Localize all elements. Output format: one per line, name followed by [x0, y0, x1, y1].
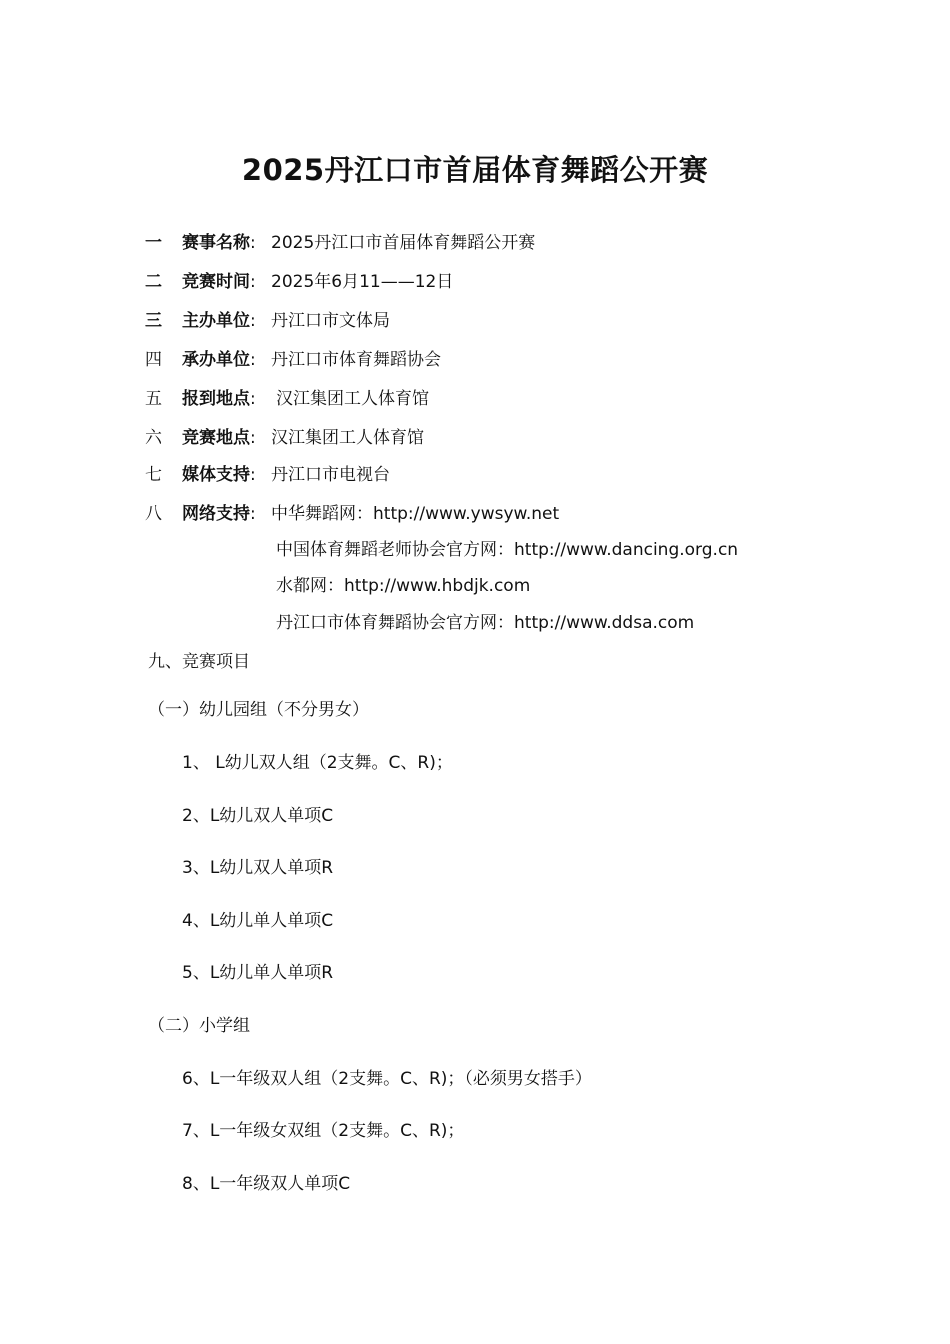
- info-value: 2025丹江口市首届体育舞蹈公开赛: [271, 233, 536, 253]
- info-label: 网络支持:: [182, 504, 256, 524]
- info-value: 2025年6月11——12日: [271, 272, 454, 292]
- event-item: 8、L一年级双人单项C: [182, 1174, 351, 1194]
- info-number: 七: [145, 465, 162, 485]
- info-label: 报到地点:: [182, 389, 256, 409]
- document-title: 2025丹江口市首届体育舞蹈公开赛: [241, 153, 709, 187]
- info-number: 八: [145, 504, 162, 524]
- event-item: 5、L幼儿单人单项R: [182, 963, 334, 983]
- network-site-line: 丹江口市体育舞蹈协会官方网：http://www.ddsa.com: [276, 613, 695, 633]
- info-number: 一: [145, 233, 162, 253]
- info-value: 中华舞蹈网：http://www.ywsyw.net: [271, 504, 560, 524]
- info-value: 汉江集团工人体育馆: [276, 389, 429, 409]
- event-item: 3、L幼儿双人单项R: [182, 858, 334, 878]
- event-item: 2、L幼儿双人单项C: [182, 806, 334, 826]
- event-item: 7、L一年级女双组（2支舞。C、R)；: [182, 1121, 465, 1141]
- network-site-line: 水都网：http://www.hbdjk.com: [276, 576, 531, 596]
- info-number: 四: [145, 350, 162, 370]
- info-value: 丹江口市文体局: [271, 311, 390, 331]
- event-item: 6、L一年级双人组（2支舞。C、R)；（必须男女搭手）: [182, 1069, 592, 1089]
- info-value: 汉江集团工人体育馆: [271, 428, 424, 448]
- info-number: 二: [145, 272, 162, 292]
- info-value: 丹江口市体育舞蹈协会: [271, 350, 441, 370]
- section-9-heading: 九、竞赛项目: [148, 652, 250, 672]
- event-item: 4、L幼儿单人单项C: [182, 911, 334, 931]
- group-heading-primary-school: （二）小学组: [148, 1016, 250, 1036]
- info-value: 丹江口市电视台: [271, 465, 390, 485]
- info-number: 五: [145, 389, 162, 409]
- info-label: 竞赛时间:: [182, 272, 256, 292]
- event-item: 1、 L幼儿双人组（2支舞。C、R)；: [182, 753, 453, 773]
- group-heading-kindergarten: （一）幼儿园组（不分男女）: [148, 700, 369, 720]
- info-label: 媒体支持:: [182, 465, 256, 485]
- info-label: 承办单位:: [182, 350, 256, 370]
- info-label: 竞赛地点:: [182, 428, 256, 448]
- network-site-line: 中国体育舞蹈老师协会官方网：http://www.dancing.org.cn: [276, 540, 739, 560]
- info-label: 主办单位:: [182, 311, 256, 331]
- info-number: 三: [145, 311, 162, 331]
- info-label: 赛事名称:: [182, 233, 256, 253]
- info-number: 六: [145, 428, 162, 448]
